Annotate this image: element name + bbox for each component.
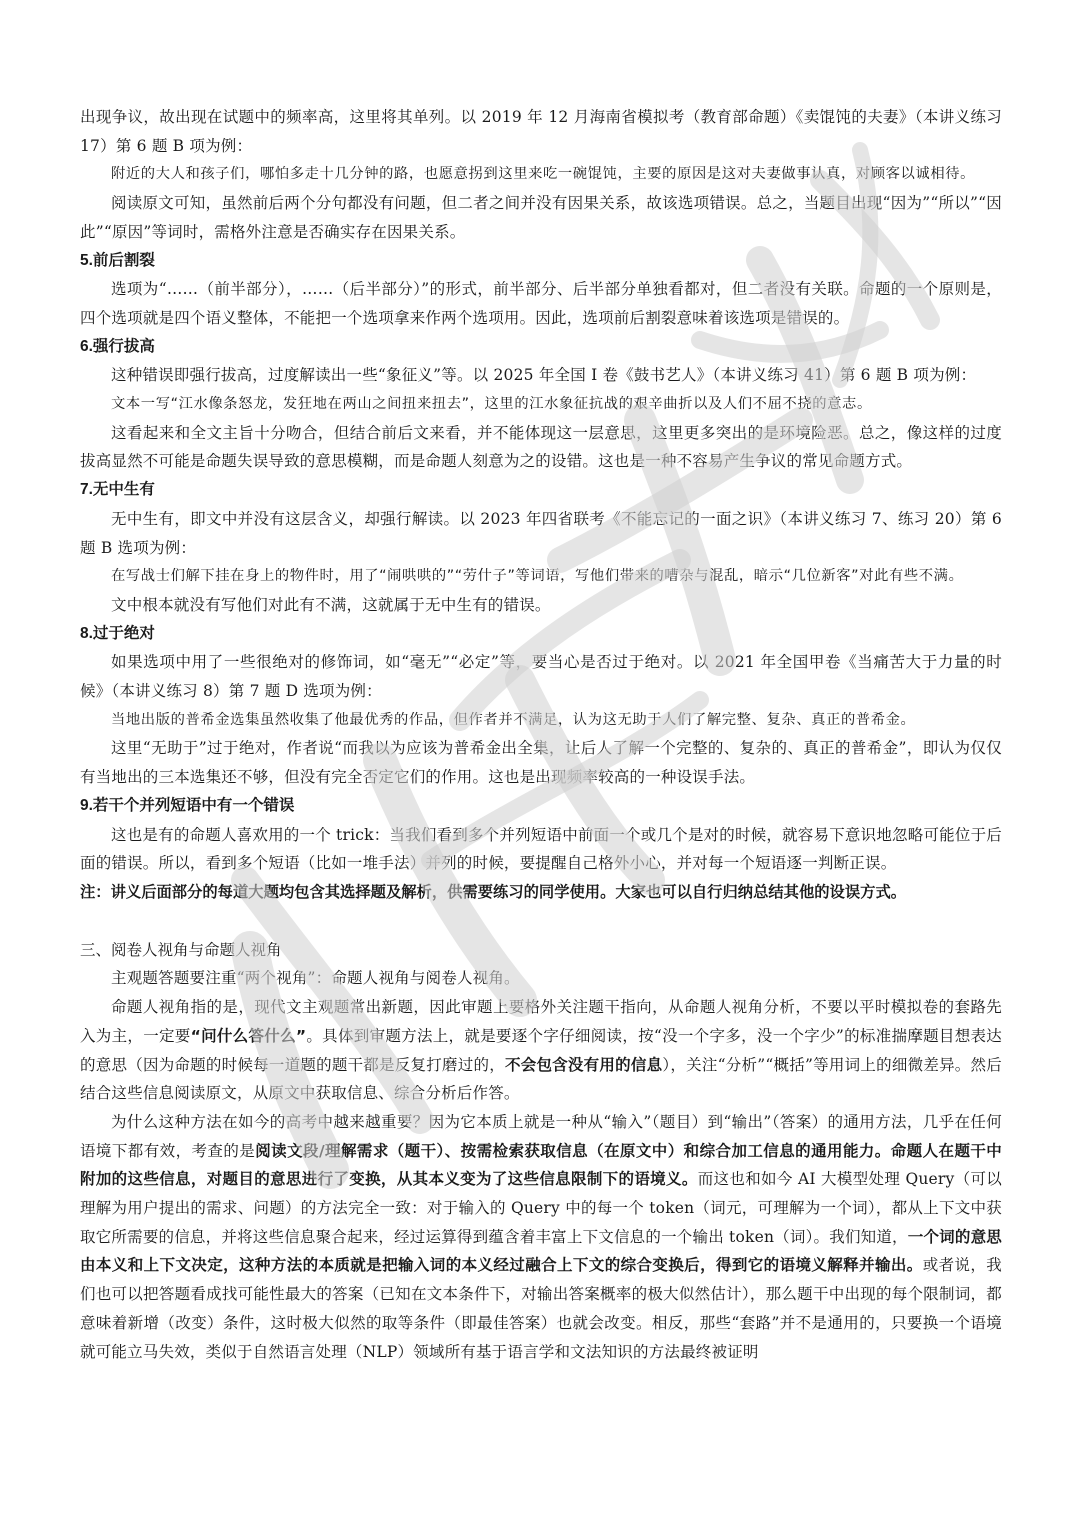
text-run: 或者说，我们也可以把答题看成找可能性最大的答案（已知在文本条件下，对输出答案概率的极大似然估计），那么题干中出现的每个限制词，都意味着新增（改变）条件，这时极大似然的取等条件（即最佳答案）也就会改变。相反，那些“套路”并不是通用的，只要换一个语境就可能立马失效，类似于自然语言处理（NLP）领域所有基于语言学和文法知识的方法最终被证明 bbox=[80, 1256, 1002, 1361]
quoted-option bbox=[80, 706, 1002, 735]
section-heading bbox=[80, 476, 1002, 505]
paragraph bbox=[80, 1108, 1002, 1366]
text-run: 这也是有的命题人喜欢用的一个 trick：当我们看到多个并列短语中前面一个或几个是对的时候，就容易下意识地忽略可能位于后面的错误。所以，看到多个短语（比如一堆手法）并列的时候，要提醒自己格外小心，并对每一个短语逐一判断正误。 bbox=[80, 825, 1002, 873]
section-heading bbox=[80, 620, 1002, 649]
text-run: 而这也和如今 AI 大模型处理 Query（可以理解为用户提出的需求、问题）的方法完全一致：对于输入的 Query 中的每一个 token（词元，可理解为一个词），都从上下文中获取它所需要的信息，并将这些信息聚合起来，经过运算得到蕴含着丰富上下文信息的一个输出 token（词）。我们知道， bbox=[80, 1170, 1002, 1246]
paragraph bbox=[80, 505, 1002, 562]
text-run: 三、阅卷人视角与命题人视角 bbox=[80, 940, 282, 959]
text-run: 5.前后割裂 bbox=[80, 251, 155, 269]
paragraph bbox=[80, 993, 1002, 1108]
spacer bbox=[80, 907, 1002, 936]
text-run: 7.无中生有 bbox=[80, 481, 155, 499]
section-heading bbox=[80, 333, 1002, 362]
text-run: 9.若干个并列短语中有一个错误 bbox=[80, 796, 295, 814]
text-run: 阅读原文可知，虽然前后两个分句都没有问题，但二者之间并没有因果关系，故该选项错误。总之，当题目出现“因为”“所以”“因此”“原因”等词时，需格外注意是否确实存在因果关系。 bbox=[80, 194, 1002, 241]
text-run: 8.过于绝对 bbox=[80, 624, 155, 642]
text-run: 这里“无助于”过于绝对，作者说“而我以为应该为普希金出全集，让后人了解一个完整的、复杂的、真正的普希金”，即认为仅仅有当地出的三本选集还不够，但没有完全否定它们的作用。这也是出现频率较高的一种设误手法。 bbox=[80, 739, 1002, 787]
text-run: 这种错误即强行拔高，过度解读出一些“象征义”等。以 2025 年全国 I 卷《鼓书艺人》（本讲义练习 41）第 6 题 B 项为例： bbox=[111, 366, 977, 385]
paragraph bbox=[80, 734, 1002, 791]
text-run: 选项为“……（前半部分），……（后半部分）”的形式，前半部分、后半部分单独看都对，但二者没有关联。命题的一个原则是，四个选项就是四个语义整体，不能把一个选项拿来作两个选项用。因此，选项前后割裂意味着该选项是错误的。 bbox=[80, 280, 1002, 327]
text-run: 注：讲义后面部分的每道大题均包含其选择题及解析，供需要练习的同学使用。大家也可以自行归纳总结其他的设误方式。 bbox=[80, 882, 907, 901]
section-heading bbox=[80, 792, 1002, 821]
text-run: 文本一写“江水像条怒龙，发狂地在两山之间扭来扭去”，这里的江水象征抗战的艰辛曲折以及人们不屈不挠的意志。 bbox=[111, 396, 872, 413]
text-run: 无中生有，即文中并没有这层含义，却强行解读。以 2023 年四省联考《不能忘记的一面之识》（本讲义练习 7、练习 20）第 6 题 B 选项为例： bbox=[80, 509, 1002, 557]
text-run: 附近的大人和孩子们，哪怕多走十几分钟的路，也愿意拐到这里来吃一碗馄饨，主要的原因是这对夫妻做事认真，对顾客以诚相待。 bbox=[111, 166, 976, 183]
document-body bbox=[80, 103, 1002, 1366]
bold-text: 不会包含没有用的信息 bbox=[504, 1055, 663, 1074]
paragraph bbox=[80, 189, 1002, 246]
text-run: 命题人视角指的是，现代文主观题常出新题，因此审题上要格外关注题干指向，从命题人视角分析，不要以平时模拟卷的套路先入为主，一定要 bbox=[80, 998, 1002, 1045]
text-run: 在写战士们解下挂在身上的物件时，用了“闹哄哄的”“劳什子”等词语，写他们带来的嘈杂与混乱，暗示“几位新客”对此有些不满。 bbox=[111, 568, 964, 585]
paragraph bbox=[80, 964, 1002, 993]
chapter-heading bbox=[80, 936, 1002, 965]
quoted-option bbox=[80, 562, 1002, 591]
paragraph bbox=[80, 591, 1002, 620]
quoted-option bbox=[80, 160, 1002, 189]
text-run: 。具体到审题方法上，就是要逐个字仔细阅读，按“没一个字多，没一个字少”的标准揣摩题目想表达的意思（因为命题的时候每一道题的题干都是反复打磨过的， bbox=[80, 1026, 1003, 1074]
text-run: 当地出版的普希金选集虽然收集了他最优秀的作品，但作者并不满足，认为这无助于人们了解完整、复杂、真正的普希金。 bbox=[111, 711, 916, 728]
text-run: 为什么这种方法在如今的高考中越来越重要？因为它本质上就是一种从“输入”（题目）到“输出”（答案）的通用方法，几乎在任何语境下都有效，考查的是 bbox=[80, 1112, 1002, 1160]
section-heading bbox=[80, 247, 1002, 276]
text-run: ），关注“分析”“概括”等用词上的细微差异。然后结合这些信息阅读原文，从原文中获取信息、综合分析后作答。 bbox=[80, 1055, 1002, 1103]
paragraph bbox=[80, 103, 1002, 160]
text-run: 6.强行拔高 bbox=[80, 337, 155, 355]
text-run: 出现争议，故出现在试题中的频率高，这里将其单列。以 2019 年 12 月海南省模拟考（教育部命题）《卖馄饨的夫妻》（本讲义练习 17）第 6 题 B 项为例： bbox=[80, 108, 1002, 155]
text-run: 如果选项中用了一些很绝对的修饰词，如“毫无”“必定”等，要当心是否过于绝对。以 2021 年全国甲卷《当痛苦大于力量的时候》（本讲义练习 8）第 7 题 D 选项为例： bbox=[80, 653, 1002, 701]
bold-text: “问什么答什么” bbox=[190, 1026, 307, 1045]
text-run: 主观题答题要注重“两个视角”：命题人视角与阅卷人视角。 bbox=[111, 969, 520, 988]
paragraph bbox=[80, 419, 1002, 476]
bold-text: 阅读文段/理解需求（题干）、按需检索获取信息（在原文中）和综合加工信息的通用能力。命题人在题干中附加的这些信息，对题目的意思进行了变换，从其本义变为了这些信息限制下的语境义。 bbox=[80, 1141, 1003, 1189]
paragraph bbox=[80, 275, 1002, 332]
note-paragraph bbox=[80, 878, 1002, 907]
paragraph bbox=[80, 361, 1002, 390]
paragraph bbox=[80, 648, 1002, 705]
text-run: 文中根本就没有写他们对此有不满，这就属于无中生有的错误。 bbox=[111, 595, 551, 614]
paragraph bbox=[80, 821, 1002, 878]
bold-text: 一个词的意思由本义和上下文决定，这种方法的本质就是把输入词的本义经过融合上下文的综合变换后，得到它的语境义解释并输出。 bbox=[80, 1227, 1002, 1275]
quoted-option bbox=[80, 390, 1002, 419]
text-run: 这看起来和全文主旨十分吻合，但结合前后文来看，并不能体现这一层意思，这里更多突出的是环境险恶。总之，像这样的过度拔高显然不可能是命题失误导致的意思模糊，而是命题人刻意为之的设错。这也是一种不容易产生争议的常见命题方式。 bbox=[80, 423, 1002, 471]
